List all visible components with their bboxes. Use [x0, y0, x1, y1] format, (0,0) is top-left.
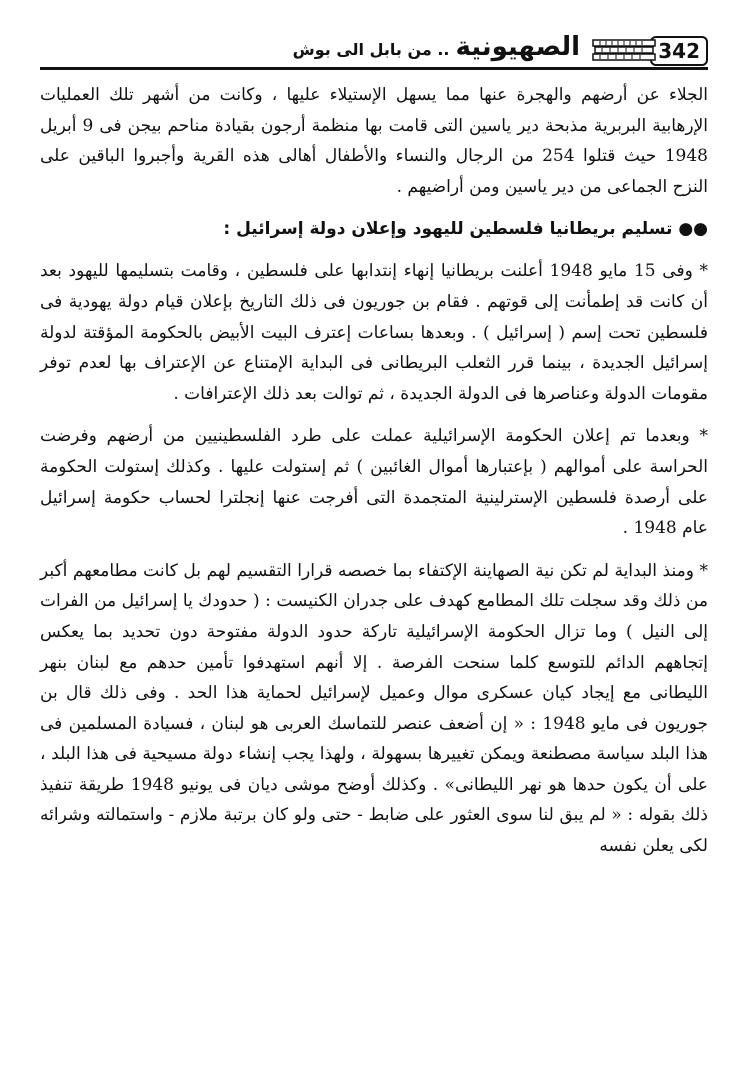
book-subtitle: .. من بابل الى بوش — [292, 40, 450, 59]
page-body — [40, 80, 708, 874]
book-title: الصهيونية — [455, 32, 580, 62]
book-stack-icon — [592, 38, 656, 62]
section-heading: ●● تسليم بريطانيا فلسطين لليهود وإعلان دولة إسرائيل : — [223, 219, 708, 240]
running-title — [40, 32, 580, 68]
paragraph-4: * ومنذ البداية لم تكن نية الصهاينة الإكتفاء بما خصصه قرارا التقسيم لهم بل كانت مطامعهم أكبر من ذلك وقد سجلت تلك المطامع كهدف على جدران الكنيست : ( حدودك يا إسرائيل من الفرات إلى النيل ) وما تزال الحكومة الإسرائيلية تاركة حدود الدولة مفتوحة دون تحديد بما يعكس إتجاههم الدائم للتوسع كلما سنحت الفرصة . إلا أنهم استهدفوا تأمين حدهم مع لبنان بنهر الليطانى مع إيجاد كيان عسكرى موال وعميل لإسرائيل لحماية هذا الحد . وفى ذلك قال بن جوريون فى مايو 1948 : « إن أضعف عنصر للتماسك العربى هو لبنان ، فسيادة المسلمين فى هذا البلد سياسة مصطنعة ويمكن تغييرها بسهولة ، ولهذا يجب إنشاء دولة مسيحية فى هذا البلد ، على أن يكون حدها هو نهر الليطانى» . وكذلك أوضح موشى ديان فى يونيو 1948 طريقة تنفيذ ذلك بقوله : « لم يبق لنا سوى العثور على ضابط - حتى ولو كان برتبة ملازم - واستمالته وشرائه لكى يعلن نفسه — [40, 560, 708, 857]
page-number: 342 — [650, 36, 708, 66]
paragraph-1: الجلاء عن أرضهم والهجرة عنها مما يسهل الإستيلاء عليها ، وكانت من أشهر تلك العمليات الإرهابية البربرية مذبحة دير ياسين التى قامت بها منظمة أرجون بقيادة مناحم بيجن فى 9 أبريل 1948 حيث قتلوا 254 من الرجال والنساء والأطفال أهالى هذه القرية وأجبروا الباقين على النزح الجماعى من دير ياسين ومن أراضيهم . — [40, 85, 708, 197]
page-header — [40, 32, 708, 74]
paragraph-3: * وبعدما تم إعلان الحكومة الإسرائيلية عملت على طرد الفلسطينيين من أرضهم وفرضت الحراسة على أموالهم ( بإعتبارها أموال الغائبين ) ثم إستولت عليها . وكذلك إستولت الحكومة على أرصدة فلسطين الإسترلينية المتجمدة التى أفرجت عنها إنجلترا لحساب حكومة إسرائيل عام 1948 . — [40, 426, 708, 539]
paragraph-2: * وفى 15 مايو 1948 أعلنت بريطانيا إنهاء إنتدابها على فلسطين ، وقامت بتسليمها لليهود بعد أن كانت قد إطمأنت إلى قوتهم . فقام بن جوريون فى ذلك التاريخ بإعلان قيام دولة يهودية فى فلسطين تحت إسم ( إسرائيل ) . وبعدها بساعات إعترف البيت الأبيض بالحكومة المؤقتة لدولة إسرائيل الجديدة ، بينما قرر الثعلب البريطانى فى البداية الإمتناع عن الإعتراف بها لعدم توفر مقومات الدولة وعناصرها فى الدولة الجديدة ، ثم توالت بعد ذلك الإعترافات . — [40, 261, 708, 404]
